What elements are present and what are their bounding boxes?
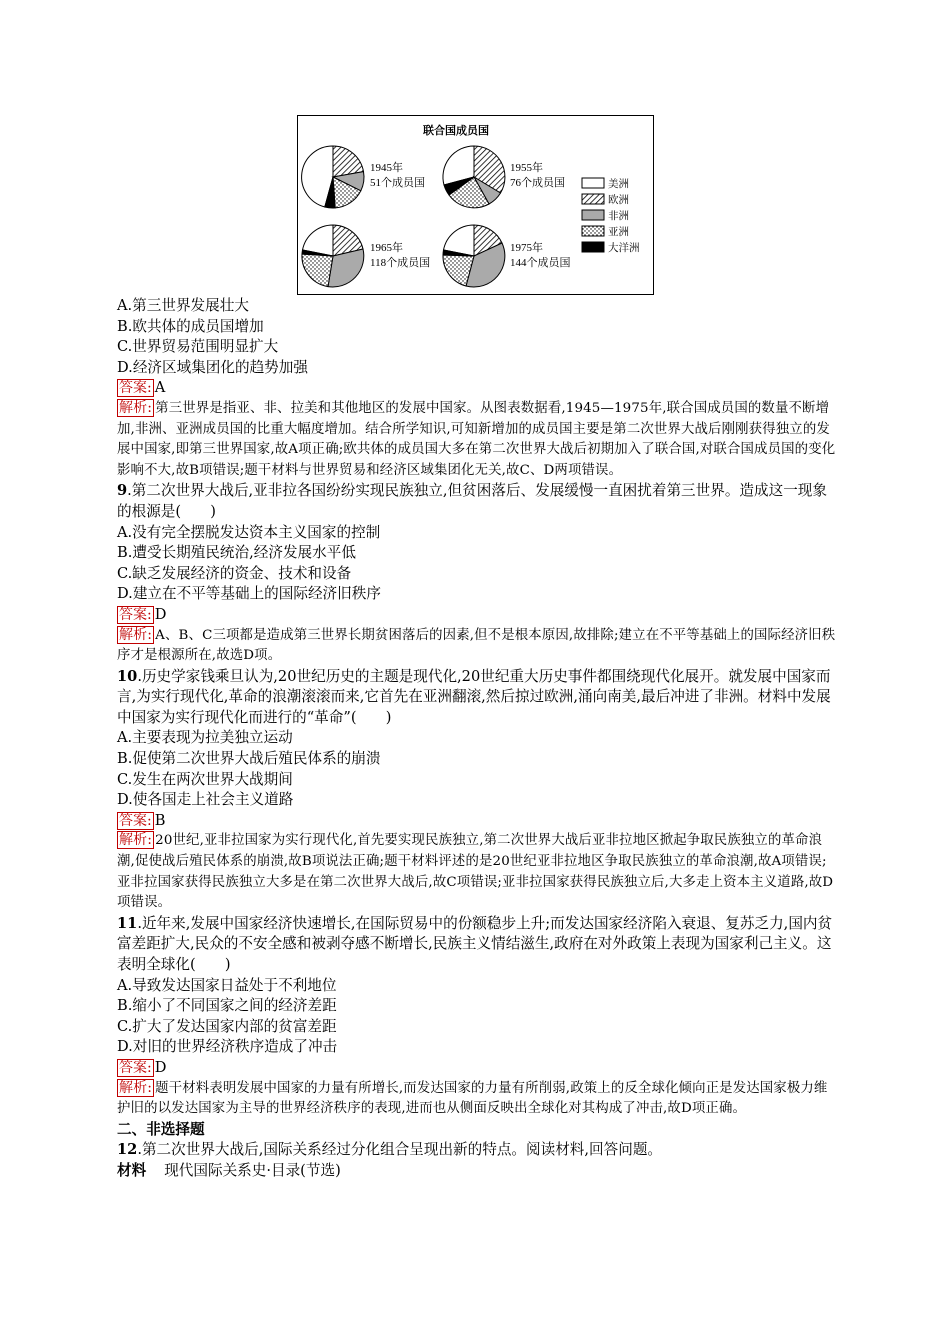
q9-stem [117, 481, 837, 522]
q10-analysis [117, 831, 837, 913]
pie-1955-year: 1955年 [510, 162, 543, 174]
legend-swatch-asia [582, 226, 604, 236]
section-title: 二、非选择题 [117, 1120, 205, 1138]
q9-option-a: A.没有完全摆脱发达资本主义国家的控制 [117, 523, 381, 541]
q12-number: 12 [117, 1141, 138, 1159]
q9-answer-value: D [154, 605, 167, 623]
q11-option-c: C.扩大了发达国家内部的贫富差距 [117, 1017, 337, 1035]
q11-option-a: A.导致发达国家日益处于不利地位 [117, 976, 337, 994]
q10-answer [117, 811, 837, 832]
figure-title: 联合国成员国 [423, 124, 489, 137]
pie-1945-count: 51个成员国 [370, 177, 425, 189]
legend-label-asia: 亚洲 [608, 226, 629, 238]
pie-1945-year: 1945年 [370, 162, 403, 174]
q9-analysis-text: A、B、C三项都是造成第三世界长期贫困落后的因素,但不是根本原因,故排除;建立在不平等基础上的国际经济旧秩序才是根源所在,故选D项。 [117, 627, 836, 664]
q9-option-d: D.建立在不平等基础上的国际经济旧秩序 [117, 585, 381, 603]
q11-answer-value: D [154, 1058, 167, 1076]
legend-label-africa: 非洲 [608, 210, 629, 222]
pie-1945 [302, 146, 364, 208]
q10-answer-value: B [154, 811, 166, 829]
q11-answer [117, 1058, 837, 1079]
q9-option-b: B.遭受长期殖民统治,经济发展水平低 [117, 544, 356, 562]
q8-option-c: C.世界贸易范围明显扩大 [117, 338, 279, 356]
un-members-figure [297, 115, 654, 295]
q10-stem [117, 667, 837, 729]
question-content [117, 296, 837, 1182]
q10-option-d: D.使各国走上社会主义道路 [117, 791, 294, 809]
answer-tag: 答案: [119, 812, 152, 829]
legend-swatch-africa [582, 210, 604, 220]
q8-option-d: D.经济区域集团化的趋势加强 [117, 358, 308, 376]
legend-label-americas: 美洲 [608, 178, 629, 190]
answer-tag: 答案: [119, 1059, 152, 1076]
q8-answer [117, 378, 837, 399]
pie-1975-year: 1975年 [510, 242, 543, 254]
pie-1955 [443, 146, 505, 208]
legend-label-europe: 欧洲 [608, 194, 629, 206]
legend-swatch-oceania [582, 242, 604, 252]
material-text: 现代国际关系史·目录(节选) [164, 1161, 341, 1179]
q10-option-c: C.发生在两次世界大战期间 [117, 770, 293, 788]
q11-number: 11 [117, 914, 138, 932]
q11-option-b: B.缩小了不同国家之间的经济差距 [117, 997, 337, 1015]
q11-stem [117, 914, 837, 976]
pie-1965-count: 118个成员国 [370, 257, 431, 269]
q8-analysis-text: 第三世界是指亚、非、拉美和其他地区的发展中国家。从图表数据看,1945—1975年,联合国成员国的数量不断增加,非洲、亚洲成员国的比重大幅度增加。结合所学知识,可知新增加的成员国主要是第二次世界大战后刚刚获得独立的发展中国家,即第三世界国家,故A项正确;欧共体的成员国大多在第二次世界大战后初期加入了联合国,对联合国成员国的变化影响不大,故B项错误;题干材料与世界贸易和经济区域集团化无关,故C、D两项错误。 [117, 400, 836, 478]
q9-option-c: C.缺乏发展经济的资金、技术和设备 [117, 564, 352, 582]
legend-swatch-europe [582, 194, 604, 204]
q12-stem-text: .第二次世界大战后,国际关系经过分化组合呈现出新的特点。阅读材料,回答问题。 [137, 1141, 663, 1159]
analysis-tag: 解析: [119, 832, 153, 849]
analysis-tag: 解析: [119, 399, 153, 416]
q9-answer [117, 605, 837, 626]
q10-option-b: B.促使第二次世界大战后殖民体系的崩溃 [117, 750, 381, 768]
pie-1975-count: 144个成员国 [510, 257, 571, 269]
material-label: 材料 [117, 1161, 147, 1179]
q12-stem [117, 1140, 837, 1161]
q10-analysis-text: 20世纪,亚非拉国家为实行现代化,首先要实现民族独立,第二次世界大战后亚非拉地区掀起争取民族独立的革命浪潮,促使战后殖民体系的崩溃,故B项说法正确;题干材料评述的是20世纪亚非拉地区争取民族独立的革命浪潮,故A项错误;亚非拉国家获得民族独立大多是在第二次世界大战后,故C项错误;亚非拉国家获得民族独立后,大多走上资本主义道路,故D项错误。 [117, 833, 834, 911]
pie-1955-count: 76个成员国 [510, 177, 565, 189]
q8-option-b: B.欧共体的成员国增加 [117, 317, 264, 335]
pie-charts [298, 116, 653, 294]
q8-analysis [117, 399, 837, 481]
q12-material [117, 1161, 837, 1182]
q11-stem-text: .近年来,发展中国家经济快速增长,在国际贸易中的份额稳步上升;而发达国家经济陷入衰退、复苏乏力,国内贫富差距扩大,民众的不安全感和被剥夺感不断增长,民族主义情结滋生,政府在对外政策上表现为国家利己主义。这表明全球化( ) [117, 914, 833, 973]
q11-option-d: D.对旧的世界经济秩序造成了冲击 [117, 1038, 338, 1056]
q8-answer-value: A [154, 379, 166, 397]
analysis-tag: 解析: [119, 1079, 153, 1096]
pie-1965 [302, 225, 364, 287]
q11-analysis [117, 1079, 837, 1120]
pie-1965-asia [302, 254, 333, 287]
q9-analysis [117, 626, 837, 667]
q10-option-a: A.主要表现为拉美独立运动 [117, 729, 293, 747]
answer-tag: 答案: [119, 380, 152, 397]
analysis-tag: 解析: [119, 626, 153, 643]
q11-analysis-text: 题干材料表明发展中国家的力量有所增长,而发达国家的力量有所削弱,政策上的反全球化倾向正是发达国家极力维护旧的以发达国家为主导的世界经济秩序的表现,进而也从侧面反映出全球化对其构成了冲击,故D项正确。 [117, 1080, 828, 1117]
q10-stem-text: .历史学家钱乘旦认为,20世纪历史的主题是现代化,20世纪重大历史事件都围绕现代化展开。就发展中国家而言,为实行现代化,革命的浪潮滚滚而来,它首先在亚洲翻滚,然后掠过欧洲,涌向南美,最后冲进了非洲。材料中发展中国家为实行现代化而进行的“革命”( ) [117, 667, 831, 726]
pie-1965-year: 1965年 [370, 242, 403, 254]
q9-number: 9 [117, 482, 128, 500]
answer-tag: 答案: [119, 606, 152, 623]
q10-number: 10 [117, 667, 138, 685]
legend-label-oceania: 大洋洲 [608, 242, 640, 254]
legend-swatch-americas [582, 178, 604, 188]
q8-option-a: A.第三世界发展壮大 [117, 297, 249, 314]
q9-stem-text: .第二次世界大战后,亚非拉各国纷纷实现民族独立,但贫困落后、发展缓慢一直困扰着第三世界。造成这一现象的根源是( ) [117, 482, 827, 520]
pie-1975 [443, 225, 505, 287]
legend [582, 177, 640, 254]
